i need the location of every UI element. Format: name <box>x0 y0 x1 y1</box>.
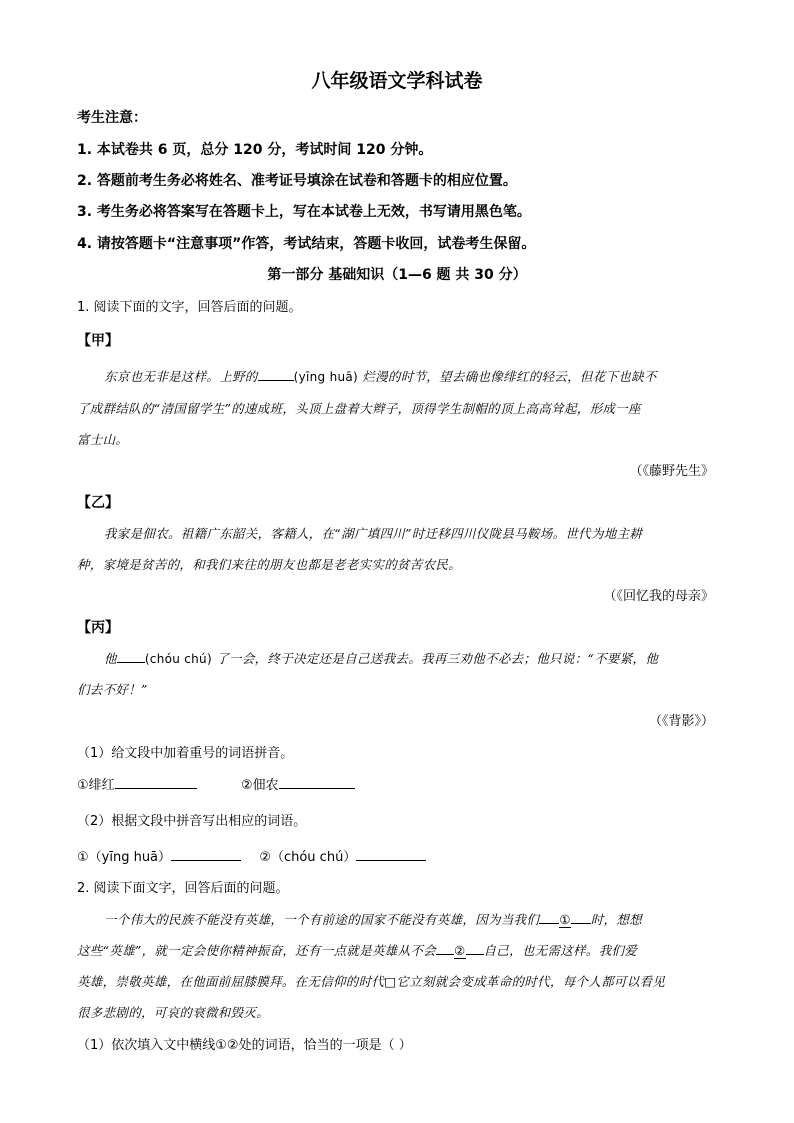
passage-bing-line-1 <box>104 649 658 667</box>
answer-blank <box>466 942 484 955</box>
passage-yi-label: 【乙】 <box>77 495 119 511</box>
question-2-line-1 <box>104 910 642 928</box>
passage-yi-source: （《回忆我的母亲》 <box>603 589 714 604</box>
text: 东京也无非是这样。上野的 <box>104 369 258 384</box>
answer-blank <box>258 368 294 381</box>
page-title: 八年级语文学科试卷 <box>311 70 483 92</box>
passage-bing-label: 【丙】 <box>77 620 119 636</box>
passage-jia-line-3: 富士山。 <box>77 432 129 447</box>
question-2-sub-1: （1）依次填入文中横线①②处的词语，恰当的一项是（ ） <box>77 1038 412 1053</box>
answer-label: ②佃农 <box>240 778 279 793</box>
passage-bing-source: （《背影》） <box>648 714 714 729</box>
question-1-sub-1-answers <box>77 774 355 793</box>
question-2-line-2 <box>77 941 637 959</box>
question-2-prompt: 2. 阅读下面文字，回答后面的问题。 <box>77 881 289 896</box>
blank-marker-2: ② <box>453 943 466 958</box>
question-2-line-3: 英雄，崇敬英雄，在他面前屈膝膜拜。在无信仰的时代□它立刻就会变成革命的时代，每个人都可以看见 <box>77 974 666 989</box>
text: 他 <box>104 651 117 666</box>
passage-yi-line-2: 种，家境是贫苦的，和我们来往的朋友也都是老老实实的贫苦农民。 <box>77 557 462 572</box>
answer-blank <box>436 942 454 955</box>
answer-label: ②（chóu chú） <box>259 850 357 865</box>
notice-item-2: 2. 答题前考生务必将姓名、准考证号填涂在试卷和答题卡的相应位置。 <box>77 173 517 189</box>
text: 一个伟大的民族不能没有英雄，一个有前途的国家不能没有英雄，因为当我们 <box>104 912 540 927</box>
notice-item-3: 3. 考生务必将答案写在答题卡上，写在本试卷上无效，书写请用黑色笔。 <box>77 204 531 220</box>
notice-item-4: 4. 请按答题卡“注意事项”作答，考试结束，答题卡收回，试卷考生保留。 <box>77 236 536 252</box>
text: 自己，也无需这样。我们爱 <box>483 943 638 958</box>
question-2-line-4: 很多悲剧的，可哀的衰微和毁灭。 <box>77 1005 270 1020</box>
answer-label: ①绯红 <box>77 778 115 793</box>
text: 烂漫的时节，望去确也像绯红的轻云，但花下也缺不 <box>362 369 657 384</box>
answer-blank <box>571 911 591 924</box>
question-1-sub-2-answers <box>77 846 426 865</box>
text: 了一会，终于决定还是自己送我去。我再三劝他不必去；他只说：“不要紧，他 <box>216 651 659 666</box>
passage-jia-source: （《藤野先生》 <box>629 464 714 479</box>
question-1-prompt: 1. 阅读下面的文字，回答后面的问题。 <box>77 300 302 315</box>
pinyin: (chóu chú) <box>144 652 212 666</box>
text: 这些“英雄”，就一定会使你精神振奋，还有一点就是英雄从不会 <box>77 943 436 958</box>
answer-blank[interactable] <box>171 848 241 861</box>
answer-label: ①（yīng huā） <box>77 850 172 865</box>
section-heading: 第一部分 基础知识（1—6 题 共 30 分） <box>267 267 527 283</box>
question-1-sub-2: （2）根据文段中拼音写出相应的词语。 <box>77 814 307 829</box>
question-1-sub-1: （1）给文段中加着重号的词语拼音。 <box>77 746 294 761</box>
answer-blank[interactable] <box>279 776 355 789</box>
passage-jia-label: 【甲】 <box>77 333 119 349</box>
passage-jia-line-1 <box>104 367 657 385</box>
answer-blank <box>117 650 145 663</box>
notice-heading: 考生注意： <box>77 110 147 126</box>
passage-yi-line-1: 我家是佃农。祖籍广东韶关，客籍人，在“湖广填四川”时迁移四川仪陇县马鞍场。世代为地主耕 <box>104 526 643 541</box>
passage-bing-line-2: 们去不好！” <box>77 682 148 697</box>
pinyin: (yīng huā) <box>293 370 359 384</box>
blank-marker-1: ① <box>559 912 571 927</box>
passage-jia-line-2: 了成群结队的“清国留学生”的速成班，头顶上盘着大辫子，顶得学生制帽的顶上高高耸起，形成一座 <box>77 401 641 416</box>
answer-blank[interactable] <box>356 848 426 861</box>
answer-blank[interactable] <box>115 776 197 789</box>
notice-item-1: 1. 本试卷共 6 页，总分 120 分，考试时间 120 分钟。 <box>77 142 433 158</box>
text: 时，想想 <box>590 912 642 927</box>
answer-blank <box>539 911 559 924</box>
